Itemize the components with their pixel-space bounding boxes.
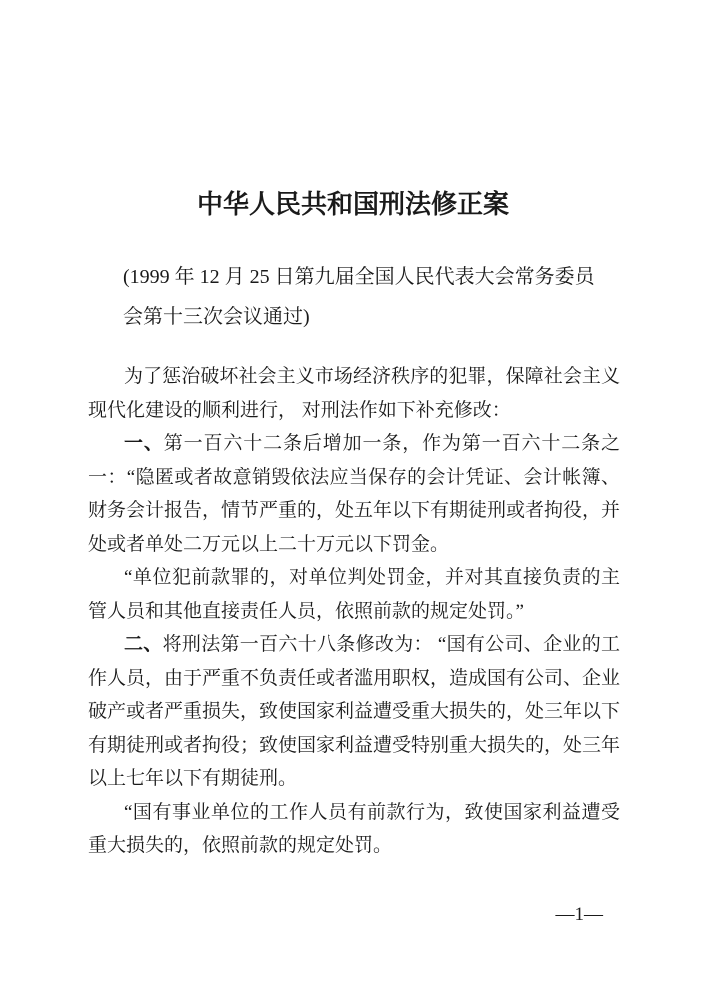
article-1-number: 一、 [124, 433, 164, 454]
article-2-number: 二、 [124, 634, 163, 655]
subtitle-line-1: (1999 年 12 月 25 日第九届全国人民代表大会常务委员 [123, 266, 595, 288]
page-number: —1— [555, 904, 603, 925]
paragraph-article-1 [88, 427, 620, 561]
paragraph-article-2 [88, 628, 620, 796]
subtitle-line-2: 会第十三次会议通过) [123, 306, 310, 328]
paragraph-text: “单位犯前款罪的，对单位判处罚金，并对其直接负责的主管人员和其他直接责任人员，依照前款的规定处罚。” [88, 567, 620, 622]
paragraph-article-2-clause-2 [88, 796, 620, 863]
paragraph-article-1-clause-2 [88, 561, 620, 628]
paragraph-text: 第一百六十二条后增加一条，作为第一百六十二条之一：“隐匿或者故意销毁依法应当保存的会计凭证、会计帐簿、财务会计报告，情节严重的，处五年以下有期徒刑或者拘役，并处或者单处二万元以上二十万元以下罚金。 [88, 433, 621, 555]
document-title: 中华人民共和国刑法修正案 [196, 190, 509, 219]
paragraph-text: 将刑法第一百六十八条修改为： “国有公司、企业的工作人员，由于严重不负责任或者滥用职权，造成国有公司、企业破产或者严重损失，致使国家利益遭受重大损失的，处三年以下有期徒刑或者拘役；致使国家利益遭受特别重大损失的，处三年以上七年以下有期徒刑。 [88, 634, 621, 789]
paragraph-text: “国有事业单位的工作人员有前款行为，致使国家利益遭受重大损失的，依照前款的规定处罚。 [88, 801, 620, 856]
paragraph-preamble [88, 360, 620, 427]
document-body [88, 360, 620, 863]
paragraph-text: 为了惩治破坏社会主义市场经济秩序的犯罪，保障社会主义现代化建设的顺利进行， 对刑法作如下补充修改： [88, 366, 620, 421]
document-subtitle [123, 257, 623, 337]
